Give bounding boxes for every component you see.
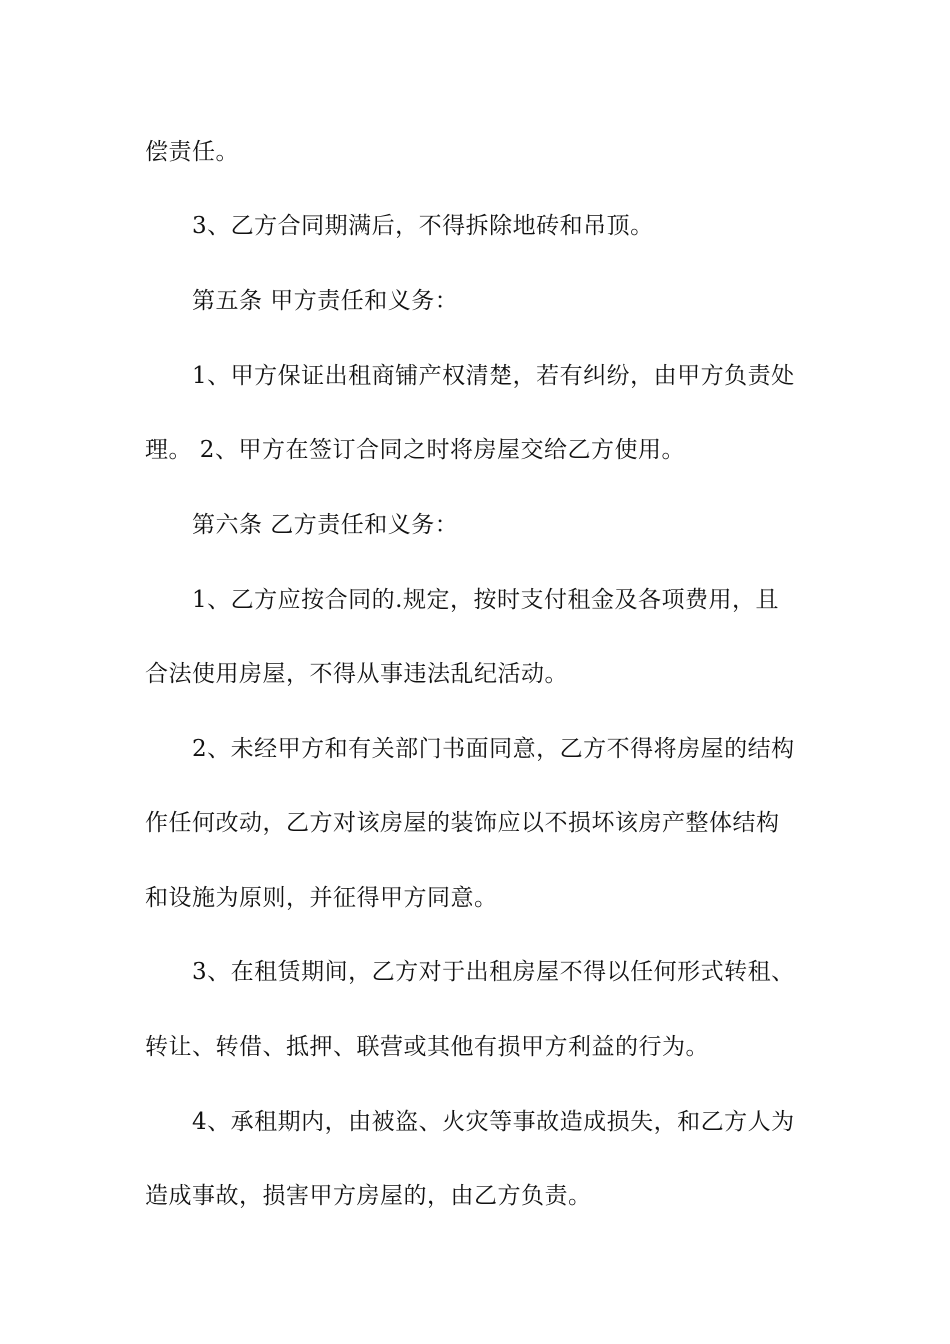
- section-heading-5: 第五条 甲方责任和义务：: [192, 288, 459, 314]
- text-line-13: 转让、转借、抵押、联营或其他有损甲方利益的行为。: [145, 1034, 709, 1060]
- text-line-1: 偿责任。: [145, 139, 239, 165]
- text-line-9: 2、未经甲方和有关部门书面同意，乙方不得将房屋的结构: [192, 736, 795, 762]
- text-line-10: 作任何改动，乙方对该房屋的装饰应以不损坏该房产整体结构: [145, 810, 780, 836]
- text-line-15: 造成事故，损害甲方房屋的，由乙方负责。: [145, 1183, 592, 1209]
- text-line-7: 1、乙方应按合同的.规定，按时支付租金及各项费用，且: [192, 587, 779, 613]
- text-line-4: 1、甲方保证出租商铺产权清楚，若有纠纷，由甲方负责处: [192, 363, 795, 389]
- text-line-2: 3、乙方合同期满后，不得拆除地砖和吊顶。: [192, 213, 654, 239]
- text-line-12: 3、在租赁期间，乙方对于出租房屋不得以任何形式转租、: [192, 959, 795, 985]
- text-line-8: 合法使用房屋，不得从事违法乱纪活动。: [145, 661, 568, 687]
- section-heading-6: 第六条 乙方责任和义务：: [192, 512, 459, 538]
- text-line-5: 理。 2、甲方在签订合同之时将房屋交给乙方使用。: [145, 437, 685, 463]
- text-line-11: 和设施为原则，并征得甲方同意。: [145, 885, 498, 911]
- text-line-14: 4、承租期内，由被盗、火灾等事故造成损失，和乙方人为: [192, 1109, 795, 1135]
